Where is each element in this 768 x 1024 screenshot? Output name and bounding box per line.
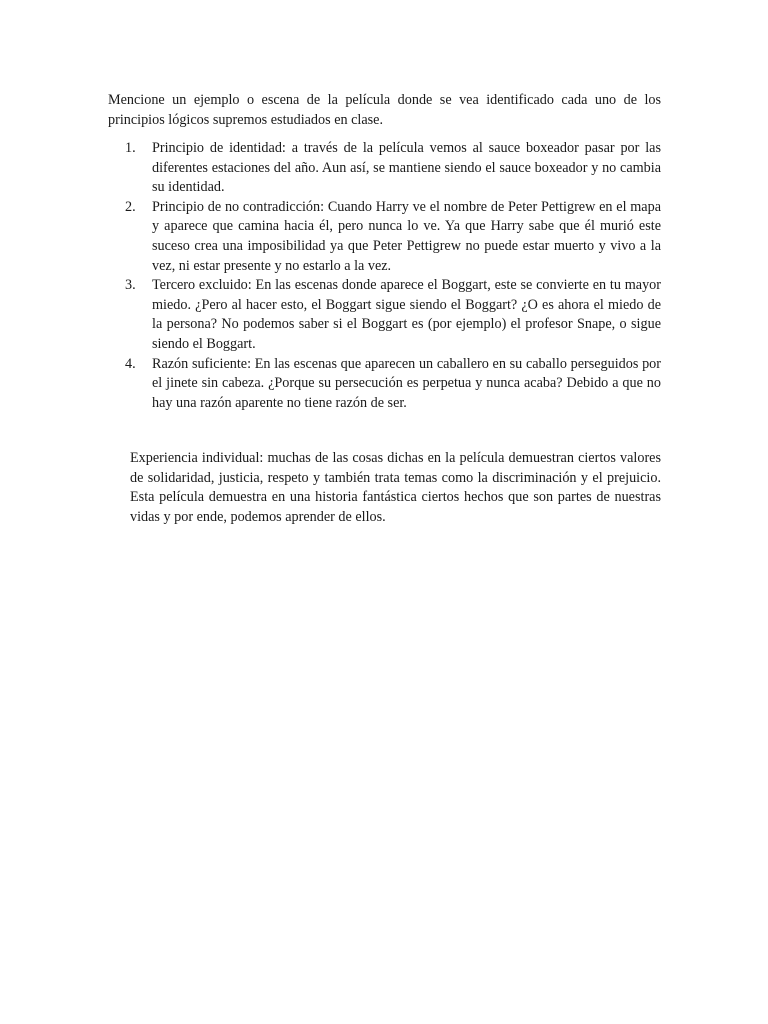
principle-item-identity	[108, 139, 661, 198]
list-number: 4.	[125, 355, 136, 372]
principle-text: Razón suficiente: En las escenas que aparecen un caballero en su caballo perseguidos por el jinete sin cabeza. ¿Porque su persecución es perpetua y nunca acaba? Debido a que no hay una razón aparente no tiene razón de ser.	[152, 355, 661, 411]
principle-item-excluded-middle	[108, 276, 661, 354]
list-number: 3.	[125, 277, 136, 294]
list-number: 1.	[125, 140, 136, 156]
individual-experience-paragraph: Experiencia individual: muchas de las cosas dichas en la película demuestran ciertos valores de solidaridad, justicia, respeto y también trata temas como la discriminación y el prejuicio. Esta película demuestra en una historia fantástica ciertos hechos que son partes de nuestras vidas y por ende, podemos aprender de ellos.	[130, 450, 661, 525]
principle-item-sufficient-reason	[108, 355, 661, 414]
principles-list	[108, 139, 661, 413]
list-number: 2.	[125, 198, 136, 215]
principle-item-non-contradiction	[108, 198, 661, 276]
intro-question: Mencione un ejemplo o escena de la película donde se vea identificado cada uno de los principios lógicos supremos estudiados en clase.	[108, 92, 661, 128]
principle-text: Principio de identidad: a través de la película vemos al sauce boxeador pasar por las diferentes estaciones del año. Aun así, se mantiene siendo el sauce boxeador y no cambia su identidad.	[152, 140, 661, 196]
principle-text: Principio de no contradicción: Cuando Harry ve el nombre de Peter Pettigrew en el mapa y aparece que camina hacia él, pero nunca lo ve. Ya que Harry sabe que él murió este suceso crea una imposibilidad ya que Peter Pettigrew no puede estar muerto y vivo a la vez, ni estar presente y no estarlo a la vez.	[152, 198, 661, 274]
principle-text: Tercero excluido: En las escenas donde aparece el Boggart, este se convierte en tu mayor miedo. ¿Pero al hacer esto, el Boggart sigue siendo el Boggart? ¿O es ahora el miedo de la persona? No podemos saber si el Boggart es (por ejemplo) el profesor Snape, o sigue siendo el Boggart.	[152, 277, 661, 352]
